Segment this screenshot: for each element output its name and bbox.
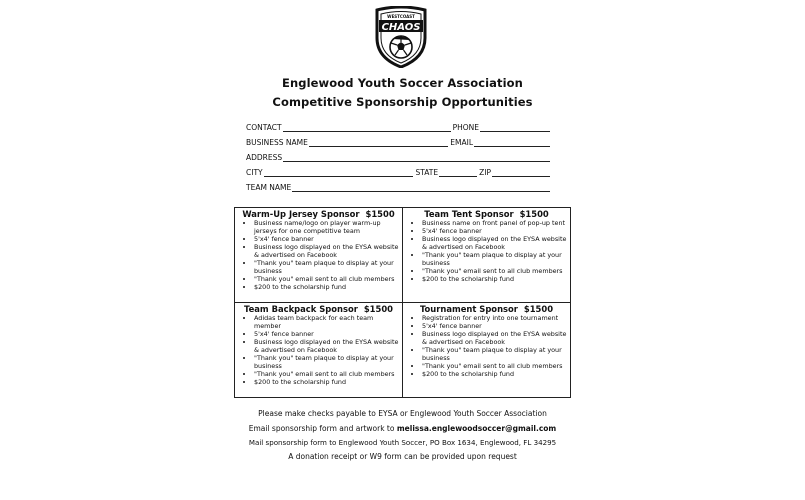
- benefit-item: • Registration for entry into one tournament: [422, 314, 568, 322]
- benefit-item: • Business name/logo on player warm-up jerseys for one competitive team: [254, 219, 400, 235]
- benefit-item: • 5'x4' fence banner: [422, 322, 568, 330]
- benefits-list: [405, 219, 568, 283]
- benefit-item: • "Thank you" team plaque to display at your business: [254, 354, 400, 370]
- city-field[interactable]: [264, 168, 414, 177]
- package-name: Warm-Up Jersey Sponsor: [242, 209, 360, 219]
- page-subtitle: Competitive Sponsorship Opportunities: [272, 95, 533, 109]
- benefit-item: • $200 to the scholarship fund: [254, 283, 400, 291]
- benefit-item: • "Thank you" email sent to all club members: [254, 370, 400, 378]
- address-field[interactable]: [283, 153, 550, 162]
- benefit-item: • Business logo displayed on the EYSA website & advertised on Facebook: [254, 243, 400, 259]
- benefit-item: • Business logo displayed on the EYSA website & advertised on Facebook: [254, 338, 400, 354]
- package-price: $1500: [523, 304, 554, 314]
- package-title: [405, 209, 568, 219]
- team-name-row: [246, 177, 552, 192]
- benefit-item: • 5'x4' fence banner: [254, 235, 400, 243]
- benefit-item: • 5'x4' fence banner: [254, 330, 400, 338]
- package-cell: [403, 303, 571, 398]
- benefit-item: • Adidas team backpack for each team member: [254, 314, 400, 330]
- receipt-note: A donation receipt or W9 form can be provided upon request: [288, 452, 517, 461]
- contact-label: CONTACT: [246, 123, 282, 132]
- email-label: EMAIL: [450, 138, 473, 147]
- benefits-list: [237, 219, 400, 291]
- package-title: [237, 304, 400, 314]
- team-name-label: TEAM NAME: [246, 183, 292, 192]
- soccer-ball-icon: [390, 36, 412, 58]
- package-price: $1500: [365, 209, 395, 219]
- package-cell: [235, 303, 403, 398]
- benefits-list: [405, 314, 568, 378]
- org-title: Englewood Youth Soccer Association: [282, 76, 523, 90]
- sponsorship-table: [234, 207, 571, 398]
- package-cell: [235, 208, 403, 303]
- benefit-item: • $200 to the scholarship fund: [422, 370, 568, 378]
- benefits-list: [237, 314, 400, 386]
- benefit-item: • "Thank you" team plaque to display at your business: [422, 251, 568, 267]
- business-name-label: BUSINESS NAME: [246, 138, 308, 147]
- benefit-item: • "Thank you" team plaque to display at your business: [254, 259, 400, 275]
- package-price: $1500: [519, 209, 549, 219]
- checks-instruction: Please make checks payable to EYSA or Englewood Youth Soccer Association: [258, 409, 547, 418]
- package-cell: [403, 208, 571, 303]
- address-label: ADDRESS: [246, 153, 283, 162]
- state-label: STATE: [415, 168, 439, 177]
- package-name: Team Tent Sponsor: [424, 209, 514, 219]
- benefit-item: • "Thank you" email sent to all club members: [422, 362, 568, 370]
- contact-field[interactable]: [283, 123, 451, 132]
- package-title: [237, 209, 400, 219]
- package-name: Tournament Sponsor: [419, 304, 518, 314]
- email-instruction-text: Email sponsorship form and artwork to: [248, 424, 395, 433]
- zip-label: ZIP: [479, 168, 491, 177]
- benefit-item: • "Thank you" team plaque to display at your business: [422, 346, 568, 362]
- benefit-item: • $200 to the scholarship fund: [254, 378, 400, 386]
- zip-field[interactable]: [492, 168, 550, 177]
- mail-instruction: Mail sponsorship form to Englewood Youth Soccer, PO Box 1634, Englewood, FL 34295: [248, 438, 557, 447]
- contact-form: [246, 117, 552, 192]
- benefit-item: • 5'x4' fence banner: [422, 227, 568, 235]
- benefit-item: • "Thank you" email sent to all club members: [422, 267, 568, 275]
- benefit-item: • Business logo displayed on the EYSA website & advertised on Facebook: [422, 235, 568, 251]
- benefit-item: • $200 to the scholarship fund: [422, 275, 568, 283]
- email-field[interactable]: [474, 138, 550, 147]
- business-row: [246, 132, 552, 147]
- package-title: [405, 304, 568, 314]
- package-price: $1500: [363, 304, 393, 314]
- chaos-logo: [373, 6, 429, 68]
- contact-row: [246, 117, 552, 132]
- email-address-link[interactable]: melissa.englewoodsoccer@gmail.com: [396, 424, 557, 433]
- city-label: CITY: [246, 168, 263, 177]
- logo-main-text: CHAOS: [381, 22, 421, 33]
- benefit-item: • Business name on front panel of pop-up tent: [422, 219, 568, 227]
- phone-label: PHONE: [452, 123, 479, 132]
- package-name: Team Backpack Sponsor: [244, 304, 358, 314]
- state-field[interactable]: [439, 168, 477, 177]
- logo-top-text: WESTCOAST: [387, 14, 415, 19]
- benefit-item: • Business logo displayed on the EYSA website & advertised on Facebook: [422, 330, 568, 346]
- city-row: [246, 162, 552, 177]
- email-instruction: [0, 424, 805, 433]
- business-name-field[interactable]: [309, 138, 448, 147]
- address-row: [246, 147, 552, 162]
- phone-field[interactable]: [480, 123, 550, 132]
- team-name-field[interactable]: [292, 183, 550, 192]
- benefit-item: • "Thank you" email sent to all club members: [254, 275, 400, 283]
